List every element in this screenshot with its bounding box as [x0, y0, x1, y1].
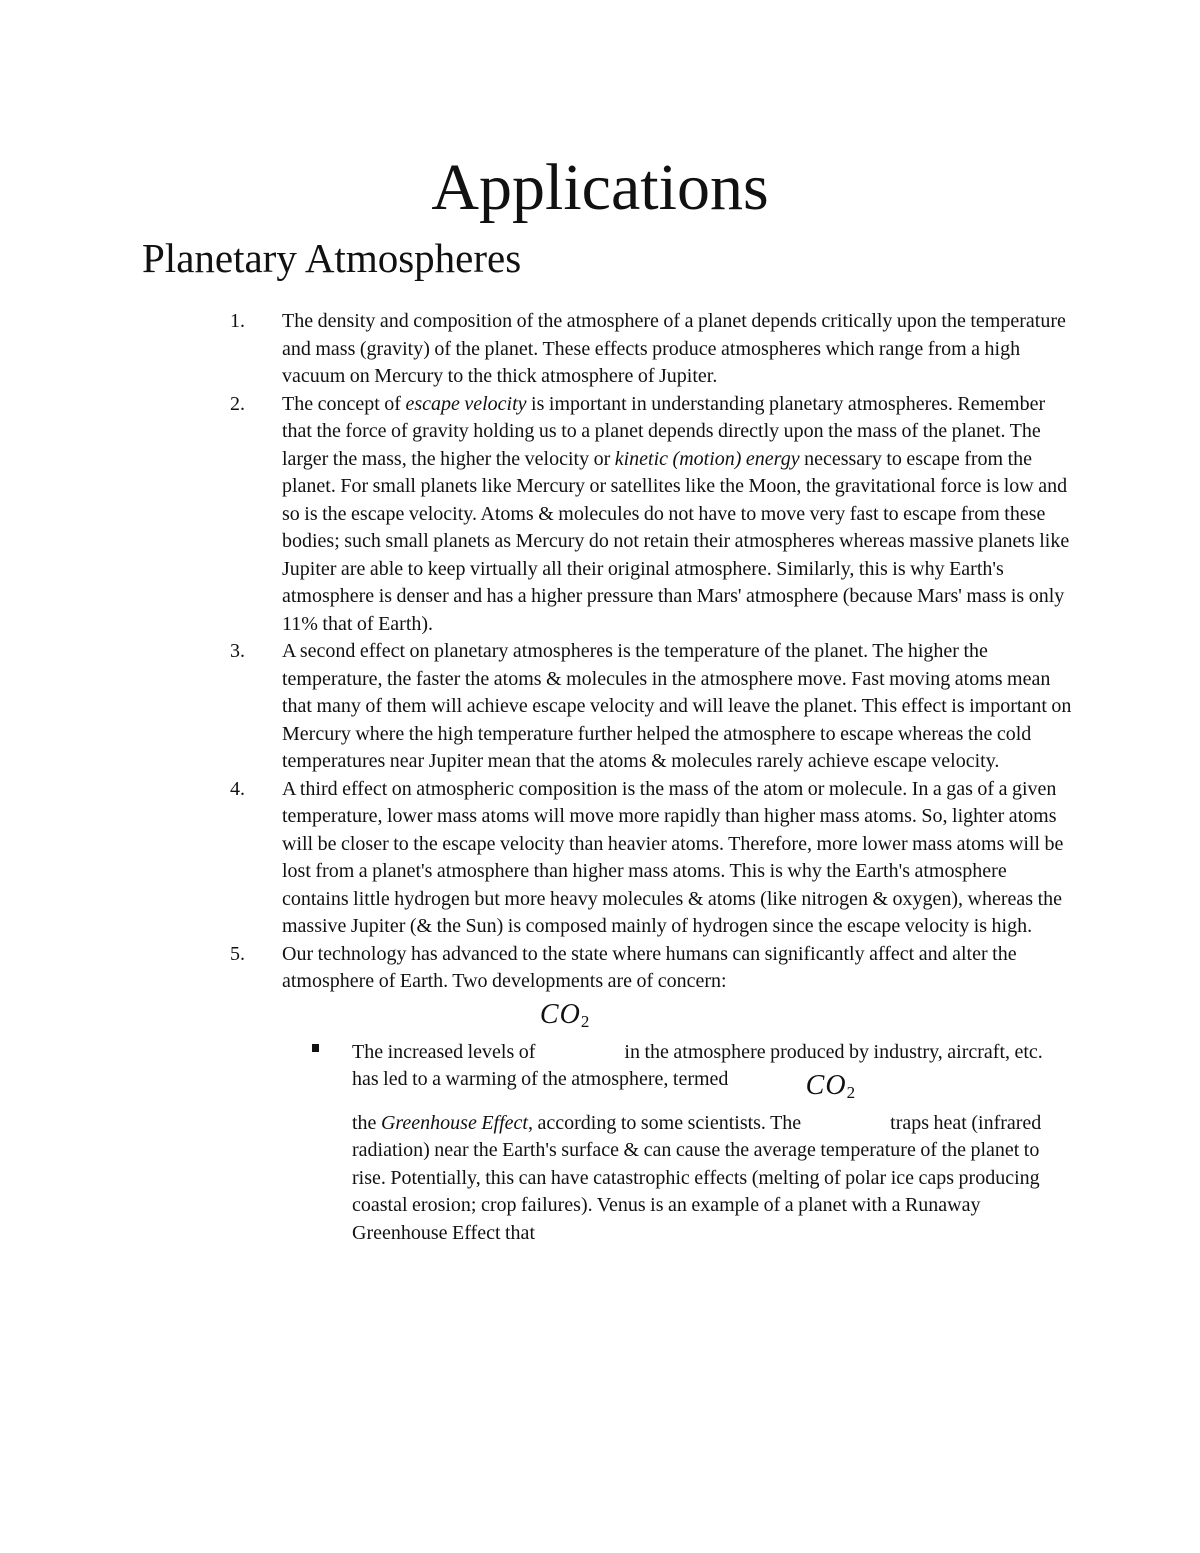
formula-subscript: 2 — [846, 1082, 857, 1102]
list-item-text: necessary to escape from the planet. For small planets like Mercury or satellites like the Moon, the gravitational force is low and so is the escape velocity. Atoms & molecules do not have to move very fast to escape from these bodies; such small planets as Mercury do not retain their atmospheres whereas massive planets like Jupiter are able to keep virtually all their original atmosphere. Similarly, this is why Earth's atmosphere is denser and has a higher pressure than Mars' atmosphere (because Mars' mass is only 11% that of Earth). — [282, 447, 1070, 635]
formula-symbol: CO — [539, 998, 581, 1030]
square-bullet-icon — [312, 1044, 319, 1052]
formula-spacer — [352, 996, 1072, 1031]
bullet-item-text: in the atmosphere produced by industry, aircraft, etc. has led to a warming of the atmosphere, termed — [352, 1040, 1043, 1090]
formula-spacer — [352, 1094, 1072, 1102]
list-item — [0, 941, 1072, 1248]
list-item-text: Our technology has advanced to the state where humans can significantly affect and alter the atmosphere of Earth. Two developments are of concern: — [282, 942, 1017, 992]
numbered-list — [0, 308, 1200, 1247]
section-heading: Planetary Atmospheres — [142, 235, 522, 281]
list-item — [0, 638, 1072, 776]
list-item-text: The density and composition of the atmosphere of a planet depends critically upon the temperature and mass (gravity) of the planet. These effects produce atmospheres which range from a high vacuum on Mercury to the thick atmosphere of Jupiter. — [282, 310, 1066, 387]
bullet-item-text: , according to some scientists. The — [527, 1111, 806, 1134]
co2-formula-image — [805, 1069, 886, 1129]
list-item-number: 2. — [230, 392, 245, 415]
formula-symbol: CO — [805, 1069, 847, 1101]
bullet-list-item — [352, 996, 1072, 1248]
emphasis-greenhouse-effect: Greenhouse Effect — [380, 1111, 528, 1134]
bullet-item-text: traps heat (infrared radiation) near the Earth's surface & can cause the average temperature of the planet to rise. Potentially, this can have catastrophic effects (melting of polar ice caps producing coastal erosion; crop failures). Venus is an example of a planet with a Runaway Greenhouse Effect that — [352, 1111, 1042, 1244]
list-item-text: The concept of — [282, 392, 406, 415]
emphasis-escape-velocity: escape velocity — [405, 392, 527, 415]
list-item — [0, 308, 1072, 391]
bullet-list — [282, 996, 1072, 1248]
list-item-text: is important in understanding planetary atmospheres. Remember that the force of gravity holding us to a planet depends directly upon the mass of the planet. The larger the mass, the higher the velocity or — [282, 392, 1046, 470]
bullet-item-text: the — [352, 1111, 381, 1134]
bullet-item-text: The increased levels of — [352, 1040, 540, 1063]
list-item-number: 4. — [230, 777, 245, 800]
list-item-number: 1. — [230, 310, 245, 332]
emphasis-kinetic-energy: kinetic (motion) energy — [614, 447, 800, 470]
list-item-number: 3. — [230, 640, 245, 662]
list-item — [0, 776, 1072, 941]
list-item-text: A third effect on atmospheric composition is the mass of the atom or molecule. In a gas of a given temperature, lower mass atoms will move more rapidly than higher mass atoms. So, lighter atoms will be closer to the escape velocity than heavier atoms. Therefore, more lower mass atoms will be lost from a planet's atmosphere than higher mass atoms. This is why the Earth's atmosphere contains little hydrogen but more heavy molecules & atoms (like nitrogen & oxygen), whereas the massive Jupiter (& the Sun) is composed mainly of hydrogen since the escape velocity is high. — [282, 777, 1064, 937]
list-item-number: 5. — [230, 942, 245, 965]
list-item — [0, 391, 1072, 639]
list-item-text: A second effect on planetary atmospheres is the temperature of the planet. The higher the temperature, the faster the atoms & molecules in the atmosphere move. Fast moving atoms mean that many of them will achieve escape velocity and will leave the planet. This effect is important on Mercury where the high temperature further helped the atmosphere to escape whereas the cold temperatures near Jupiter mean that the atoms & molecules rarely achieve escape velocity. — [282, 640, 1072, 772]
document-title: Applications — [431, 151, 769, 224]
formula-subscript: 2 — [580, 1011, 591, 1031]
co2-formula-image — [539, 998, 620, 1058]
